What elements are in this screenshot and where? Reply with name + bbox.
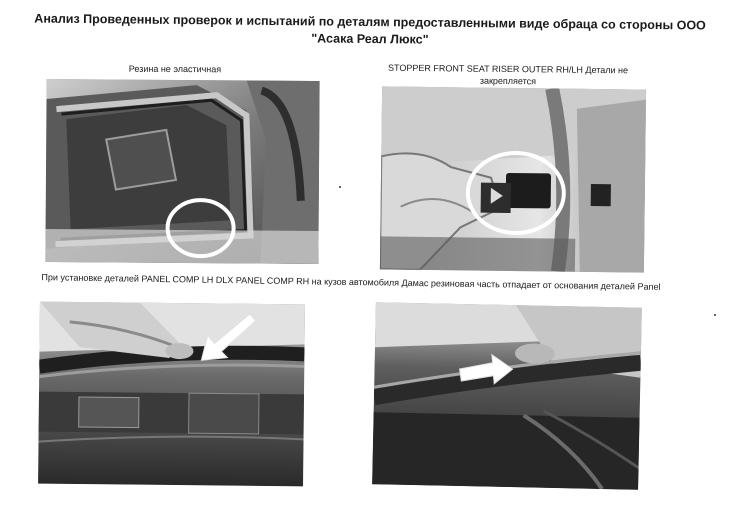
bottom-caption: При установке деталей PANEL COMP LH DLX PANEL COMP RH на кузов автомобиля Дамас резиновая часть отпадает от основания деталей Panel [41, 272, 661, 292]
photo2-caption: STOPPER FRONT SEAT RISER OUTER RH/LH Детали не закрепляется [388, 62, 629, 87]
document-title: Анализ Проведенных проверок и испытаний по деталям предоставленными виде обраца со стороны ООО "Асака Реал Люкс" [34, 11, 706, 47]
photo-panel-installed-right [372, 302, 642, 490]
photo1-caption: Резина не эластичная [128, 63, 222, 75]
photo-stopper-part [380, 86, 646, 272]
photo-panel-installed-left [38, 302, 305, 487]
scan-speck [339, 186, 341, 188]
scan-speck [714, 314, 716, 316]
photo-rubber-seal [45, 79, 319, 264]
